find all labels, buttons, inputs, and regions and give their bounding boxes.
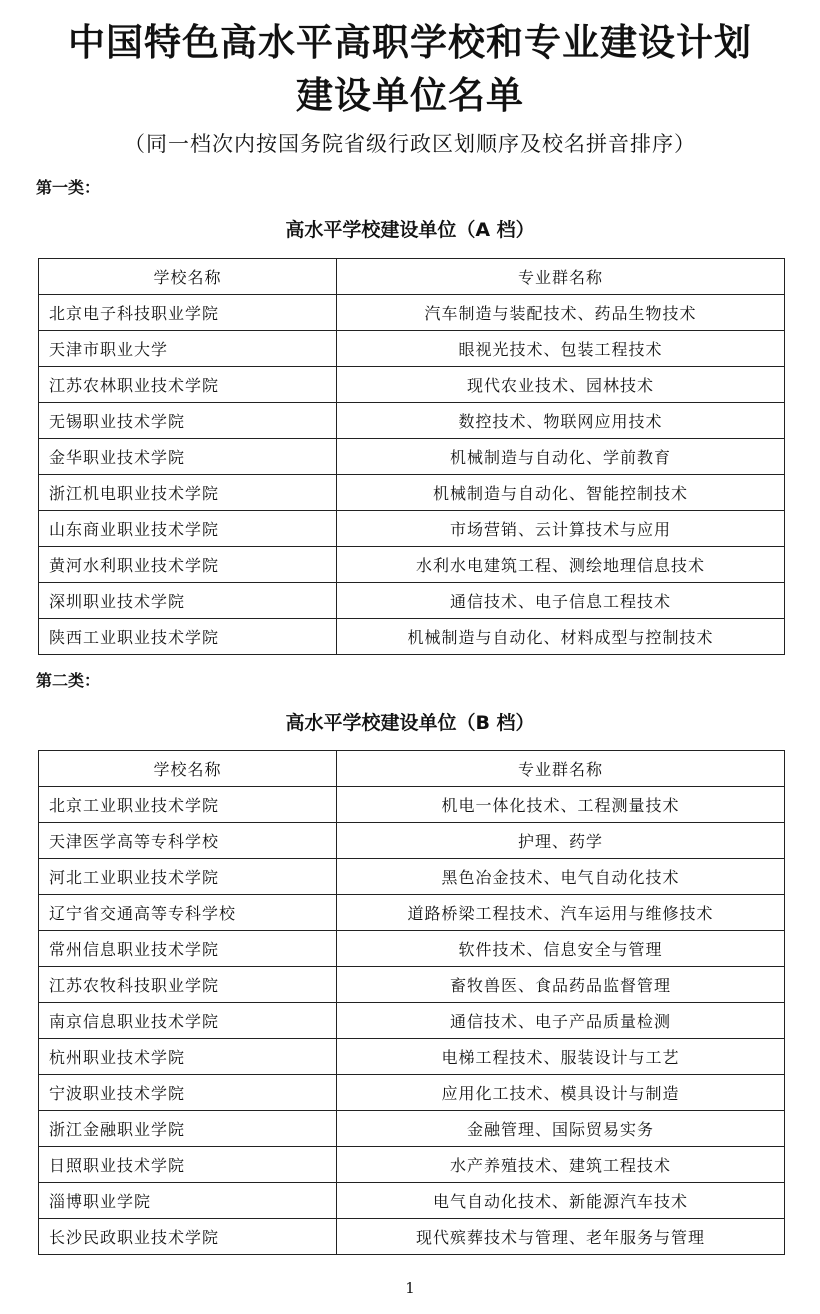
school-name-cell: 山东商业职业技术学院 [39, 511, 337, 547]
table-row [39, 367, 785, 403]
major-group-cell: 水产养殖技术、建筑工程技术 [337, 1147, 785, 1183]
major-group-cell: 畜牧兽医、食品药品监督管理 [337, 967, 785, 1003]
school-name-cell: 陕西工业职业技术学院 [39, 619, 337, 655]
table-row [39, 895, 785, 931]
major-group-cell: 现代农业技术、园林技术 [337, 367, 785, 403]
table-row [39, 295, 785, 331]
school-name-cell: 江苏农牧科技职业学院 [39, 967, 337, 1003]
major-group-cell: 电梯工程技术、服装设计与工艺 [337, 1039, 785, 1075]
major-group-cell: 电气自动化技术、新能源汽车技术 [337, 1183, 785, 1219]
school-name-cell: 天津医学高等专科学校 [39, 823, 337, 859]
school-name-cell: 黄河水利职业技术学院 [39, 547, 337, 583]
school-name-cell: 北京工业职业技术学院 [39, 787, 337, 823]
major-group-cell: 市场营销、云计算技术与应用 [337, 511, 785, 547]
school-table-b [38, 750, 785, 1255]
major-group-cell: 护理、药学 [337, 823, 785, 859]
table-row [39, 1075, 785, 1111]
table-header-row [39, 259, 785, 295]
table-title-a: 高水平学校建设单位（A 档） [285, 219, 535, 241]
school-name-cell: 无锡职业技术学院 [39, 403, 337, 439]
table-row [39, 619, 785, 655]
header-school-name: 学校名称 [39, 751, 337, 787]
major-group-cell: 眼视光技术、包装工程技术 [337, 331, 785, 367]
school-name-cell: 杭州职业技术学院 [39, 1039, 337, 1075]
document-subtitle: （同一档次内按国务院省级行政区划顺序及校名拼音排序） [124, 132, 696, 156]
table-row [39, 859, 785, 895]
table-row [39, 787, 785, 823]
table-row [39, 1183, 785, 1219]
table-row [39, 403, 785, 439]
table-row [39, 823, 785, 859]
table-row [39, 475, 785, 511]
table-row [39, 931, 785, 967]
school-name-cell: 江苏农林职业技术学院 [39, 367, 337, 403]
school-name-cell: 浙江金融职业学院 [39, 1111, 337, 1147]
table-row [39, 1111, 785, 1147]
header-major-group: 专业群名称 [337, 751, 785, 787]
table-row [39, 439, 785, 475]
school-name-cell: 河北工业职业技术学院 [39, 859, 337, 895]
category-label-second: 第二类： [36, 671, 101, 690]
school-name-cell: 宁波职业技术学院 [39, 1075, 337, 1111]
table-title-b: 高水平学校建设单位（B 档） [285, 712, 535, 734]
major-group-cell: 机械制造与自动化、学前教育 [337, 439, 785, 475]
table-row [39, 331, 785, 367]
document-title-line1: 中国特色高水平高职学校和专业建设计划 [68, 21, 752, 64]
major-group-cell: 机械制造与自动化、材料成型与控制技术 [337, 619, 785, 655]
school-name-cell: 天津市职业大学 [39, 331, 337, 367]
school-name-cell: 深圳职业技术学院 [39, 583, 337, 619]
school-name-cell: 常州信息职业技术学院 [39, 931, 337, 967]
major-group-cell: 通信技术、电子产品质量检测 [337, 1003, 785, 1039]
table-header-row [39, 751, 785, 787]
school-name-cell: 日照职业技术学院 [39, 1147, 337, 1183]
header-school-name: 学校名称 [39, 259, 337, 295]
school-table-a [38, 258, 785, 655]
major-group-cell: 黑色冶金技术、电气自动化技术 [337, 859, 785, 895]
major-group-cell: 现代殡葬技术与管理、老年服务与管理 [337, 1219, 785, 1255]
major-group-cell: 机械制造与自动化、智能控制技术 [337, 475, 785, 511]
school-name-cell: 北京电子科技职业学院 [39, 295, 337, 331]
school-name-cell: 辽宁省交通高等专科学校 [39, 895, 337, 931]
school-name-cell: 淄博职业学院 [39, 1183, 337, 1219]
school-name-cell: 南京信息职业技术学院 [39, 1003, 337, 1039]
major-group-cell: 软件技术、信息安全与管理 [337, 931, 785, 967]
school-name-cell: 金华职业技术学院 [39, 439, 337, 475]
table-row [39, 1219, 785, 1255]
major-group-cell: 道路桥梁工程技术、汽车运用与维修技术 [337, 895, 785, 931]
category-label-first: 第一类： [36, 178, 101, 197]
header-major-group: 专业群名称 [337, 259, 785, 295]
table-row [39, 583, 785, 619]
page-number: 1 [405, 1279, 415, 1297]
table-row [39, 967, 785, 1003]
major-group-cell: 汽车制造与装配技术、药品生物技术 [337, 295, 785, 331]
table-row [39, 1003, 785, 1039]
major-group-cell: 金融管理、国际贸易实务 [337, 1111, 785, 1147]
school-name-cell: 浙江机电职业技术学院 [39, 475, 337, 511]
major-group-cell: 水利水电建筑工程、测绘地理信息技术 [337, 547, 785, 583]
document-title-line2: 建设单位名单 [296, 74, 524, 117]
major-group-cell: 数控技术、物联网应用技术 [337, 403, 785, 439]
table-row [39, 1147, 785, 1183]
table-row [39, 1039, 785, 1075]
table-row [39, 511, 785, 547]
major-group-cell: 机电一体化技术、工程测量技术 [337, 787, 785, 823]
major-group-cell: 通信技术、电子信息工程技术 [337, 583, 785, 619]
school-name-cell: 长沙民政职业技术学院 [39, 1219, 337, 1255]
table-row [39, 547, 785, 583]
major-group-cell: 应用化工技术、模具设计与制造 [337, 1075, 785, 1111]
